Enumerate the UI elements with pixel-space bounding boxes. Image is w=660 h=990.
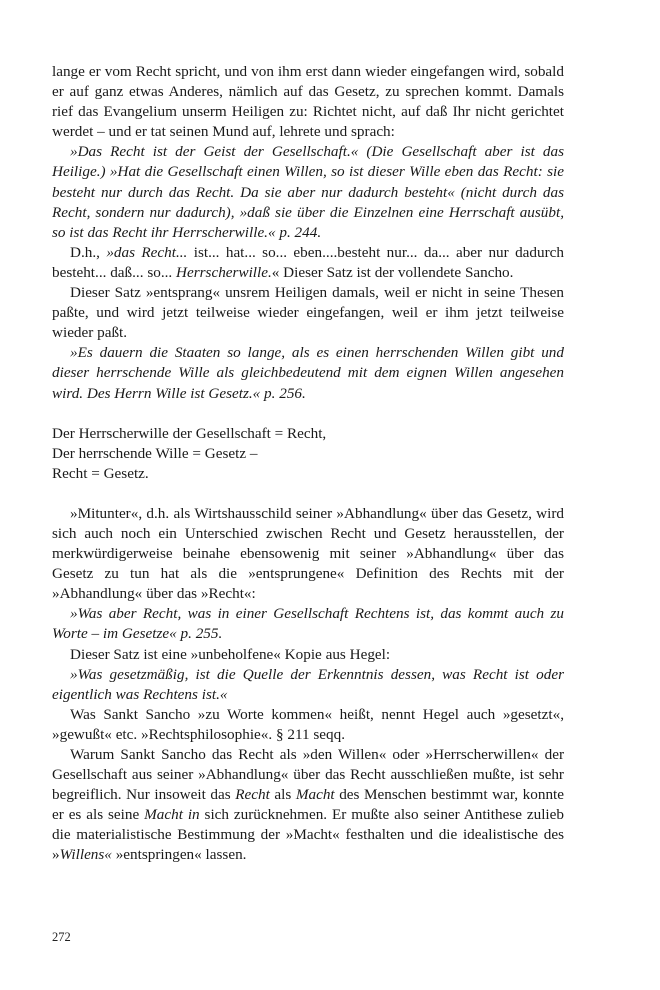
text-run: Was Sankt Sancho »zu Worte kommen« heißt, nennt Hegel auch »gesetzt«, »gewußt« etc. »Rechtsphilosophie«. § 211 seqq. xyxy=(52,705,564,743)
paragraph xyxy=(52,424,564,444)
text-run: sich zurücknehmen. Er mußte also seiner Antithese zulieb die materialistische Bestimmung der »Macht« festhalten und die idealistische des » xyxy=(52,806,564,864)
text-run: »Mitunter«, d.h. als Wirtshausschild seiner »Abhandlung« über das Gesetz, wird sich auch noch ein Unterschied zwischen Recht und Gesetz herausstellen, der merkwürdigerweise beinahe ebensowenig mit seiner »Abhandlung« über das Gesetz zu tun hat als die »entsprungene« Definition des Rechts mit der »Abhandlung« über das »Recht«: xyxy=(52,504,564,603)
paragraph xyxy=(52,343,564,403)
italic-run: »Was aber Recht, was in einer Gesellschaft Rechtens ist, das kommt auch zu Worte – im Gesetze« p. 255. xyxy=(52,605,564,643)
text-run: lange er vom Recht spricht, und von ihm erst dann wieder eingefangen wird, sobald er auf ganz etwas Anderes, nämlich auf das Gesetz, zu sprechen kommt. Damals rief das Evangelium unserm Heiligen zu: Richtet nicht, auf daß Ihr nicht gerichtet werdet – und er tat seinen Mund auf, lehrete und sprach: xyxy=(52,63,564,141)
text-run: D.h., xyxy=(70,243,107,261)
paragraph xyxy=(52,142,564,242)
text-run: Warum Sankt Sancho das Recht als »den Willen« oder »Herrscherwillen« der Gesellschaft aus seiner »Abhandlung« über das Recht ausschließen mußte, ist sehr begreiflich. Nur insoweit das xyxy=(52,746,564,804)
paragraph xyxy=(52,504,564,604)
paragraph xyxy=(52,243,564,283)
text-run: Der Herrscherwille der Gesellschaft = Recht, xyxy=(52,424,327,442)
paragraph xyxy=(52,464,564,484)
page-number: 272 xyxy=(52,930,71,944)
italic-run: Willens« xyxy=(59,846,112,864)
italic-run: »das Recht... xyxy=(106,243,188,261)
text-run: Dieser Satz ist eine »unbeholfene« Kopie aus Hegel: xyxy=(70,645,391,663)
page-text xyxy=(52,62,564,866)
italic-run: »Es dauern die Staaten so lange, als es einen herrschenden Willen gibt und dieser herrschende Wille als gleichbedeutend mit dem eignen Willen angesehen wird. Des Herrn Wille ist Gesetz.« p. 256. xyxy=(52,344,564,402)
paragraph xyxy=(52,745,564,866)
text-run: « Dieser Satz ist der vollendete Sancho. xyxy=(271,263,514,281)
italic-run: Macht xyxy=(295,786,335,804)
paragraph-gap xyxy=(52,404,564,424)
paragraph xyxy=(52,665,564,705)
paragraph xyxy=(52,705,564,745)
paragraph-gap xyxy=(52,484,564,504)
italic-run: »Was gesetzmäßig, ist die Quelle der Erkenntnis dessen, was Recht ist oder eigentlich was Rechtens ist.« xyxy=(52,665,564,703)
italic-run: Macht in xyxy=(144,806,200,824)
paragraph xyxy=(52,283,564,343)
text-run: Der herrschende Wille = Gesetz – xyxy=(52,444,258,462)
text-run: Recht = Gesetz. xyxy=(52,464,149,482)
text-run: ist... hat... so... eben....besteht nur... da... aber nur dadurch besteht... daß... so... xyxy=(52,243,564,281)
italic-run: »Das Recht ist der Geist der Gesellschaft.« (Die Gesellschaft aber ist das Heilige.) »Hat die Gesellschaft einen Willen, so ist dieser Wille eben das Recht: sie besteht nur durch das Recht. Da sie aber nur dadurch besteht« (nicht durch das Recht, sondern nur dadurch), »daß sie über die Einzelnen eine Herrschaft ausübt, so ist das Recht ihr Herrscherwille.« p. 244. xyxy=(52,143,564,241)
paragraph xyxy=(52,604,564,644)
text-run: des Menschen bestimmt war, konnte er es als seine xyxy=(52,786,565,824)
text-run: als xyxy=(269,786,296,804)
italic-run: Recht xyxy=(235,786,270,804)
paragraph xyxy=(52,62,564,142)
text-run: Dieser Satz »entsprang« unsrem Heiligen damals, weil er nicht in seine Thesen paßte, und wird jetzt teilweise wieder eingefangen, weil er ihm jetzt teilweise wieder paßt. xyxy=(52,284,564,342)
text-run: »entspringen« lassen. xyxy=(111,846,247,864)
paragraph xyxy=(52,645,564,665)
italic-run: Herrscherwille. xyxy=(176,263,272,281)
paragraph xyxy=(52,444,564,464)
